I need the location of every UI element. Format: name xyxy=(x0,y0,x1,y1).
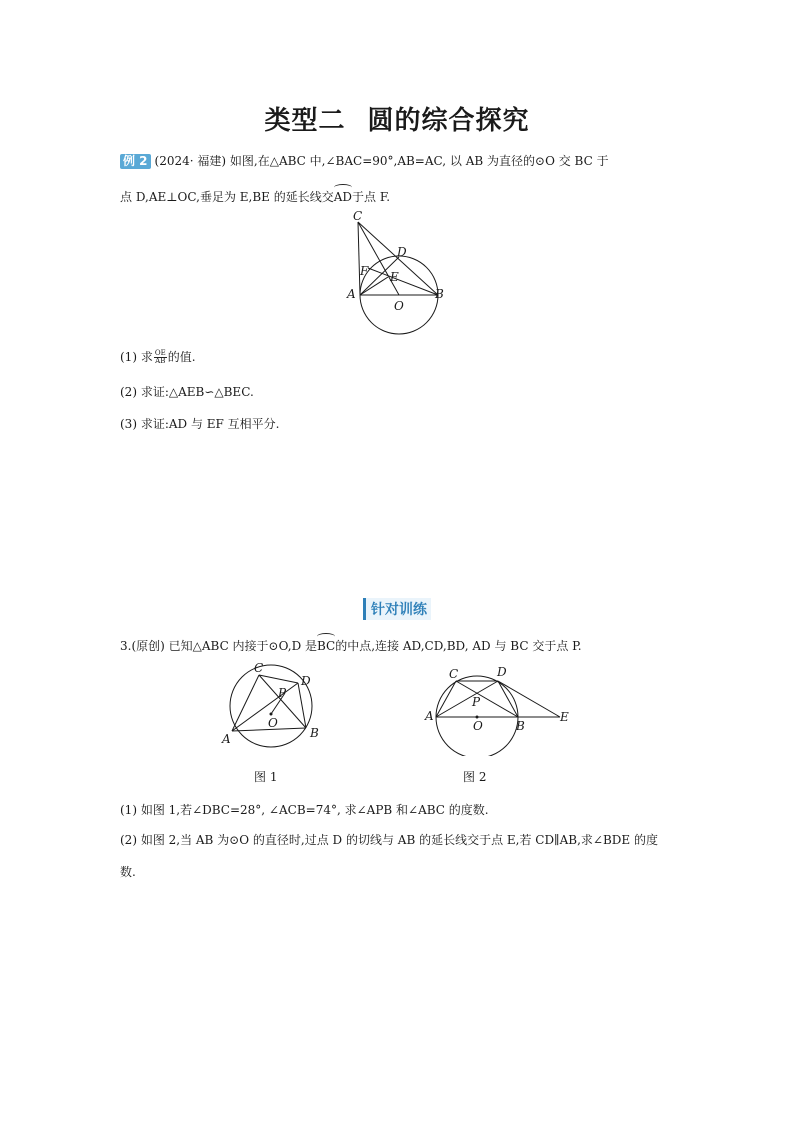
page-title: 类型二 圆的综合探究 xyxy=(264,106,530,136)
problem-3-statement: 3.(原创) 已知△ABC 内接于⊙O,D 是BC的中点,连接 AD,CD,BD, AD 与 BC 交于点 P. xyxy=(120,636,582,654)
tangent-de xyxy=(498,681,560,717)
problem-3-question-2: (2) 如图 2,当 AB 为⊙O 的直径时,过点 D 的切线与 AB 的延长线交于点 E,若 CD∥AB,求∠BDE 的度 xyxy=(120,833,658,847)
label-b: B xyxy=(516,719,525,733)
label-c: C xyxy=(254,661,264,675)
section-heading: 针对训练 xyxy=(0,598,794,620)
segment-ad xyxy=(436,681,498,717)
segment-ad xyxy=(232,683,298,731)
problem-3-question-2-cont: 数. xyxy=(120,865,136,879)
label-d: D xyxy=(497,665,507,679)
label-o: O xyxy=(473,719,483,733)
segment-ac xyxy=(358,222,360,295)
fraction-oe-ab: $\frac{OE}{AB}$ xyxy=(154,349,166,365)
segment-bd xyxy=(298,683,306,728)
question-2: (2) 求证:△AEB∽△BEC. xyxy=(120,385,254,399)
example-source: (2024· 福建) xyxy=(154,154,227,168)
example-line-2: 点 D,AE⊥OC,垂足为 E,BE 的延长线交AD于点 F. xyxy=(120,187,390,205)
figure-example xyxy=(340,206,460,342)
segment-cb xyxy=(259,675,306,728)
figure-2 xyxy=(420,656,580,756)
example-line-1 xyxy=(120,153,609,169)
label-c: C xyxy=(449,667,459,681)
label-f: F xyxy=(360,264,369,278)
label-d: D xyxy=(397,245,407,259)
question-1: (1) 求 $\frac{OE}{AB}$ 的值. xyxy=(120,349,196,365)
problem-3-question-1: (1) 如图 1,若∠DBC=28°, ∠ACB=74°, 求∠APB 和∠ABC 的度数. xyxy=(120,803,489,817)
label-o: O xyxy=(268,716,278,730)
label-p: P xyxy=(472,695,481,709)
label-c: C xyxy=(353,209,363,223)
figure-1 xyxy=(216,656,332,756)
caption-figure-2: 图 2 xyxy=(463,770,487,784)
example-statement: 如图,在△ABC 中,∠BAC=90°,AB=AC, 以 AB 为直径的⊙O 交 BC 于 xyxy=(229,154,609,168)
example-badge: 例 2 xyxy=(120,154,151,169)
segment-co xyxy=(358,222,399,295)
segment-ae xyxy=(360,277,388,295)
question-3: (3) 求证:AD 与 EF 互相平分. xyxy=(120,417,280,431)
label-b: B xyxy=(310,726,319,740)
segment-ac xyxy=(232,675,259,731)
label-e: E xyxy=(560,710,569,724)
label-b: B xyxy=(435,287,444,301)
label-d: D xyxy=(301,674,311,688)
arc-bc: BC xyxy=(317,636,335,654)
label-e: E xyxy=(390,270,399,284)
arc-ad: AD xyxy=(334,187,352,205)
segment-bf xyxy=(368,268,438,295)
label-o: O xyxy=(394,299,404,313)
segment-cb xyxy=(456,681,518,717)
caption-figure-1: 图 1 xyxy=(254,770,278,784)
label-a: A xyxy=(347,287,356,301)
label-p: P xyxy=(278,686,287,700)
label-a: A xyxy=(425,709,434,723)
label-a: A xyxy=(222,732,231,746)
